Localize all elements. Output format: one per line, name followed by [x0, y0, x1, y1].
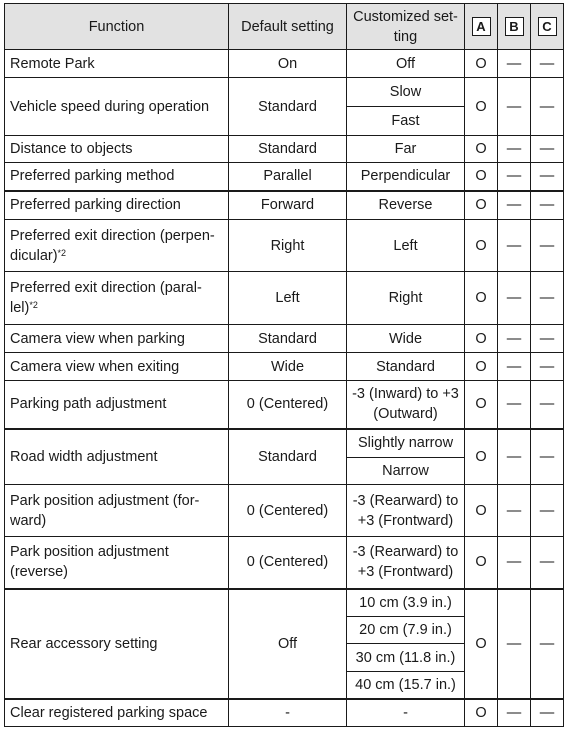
function-cell: Preferred parking direction	[5, 191, 229, 220]
header-custom-line1: Customized set-	[353, 8, 458, 25]
mark-c: —	[531, 429, 564, 485]
default-cell: Off	[229, 589, 347, 699]
col-c-badge: C	[538, 17, 557, 36]
function-line1: Preferred exit direction (paral-	[10, 280, 202, 296]
mark-c: —	[531, 325, 564, 353]
table-row	[5, 589, 564, 617]
function-line1: Preferred exit direction (perpen-	[10, 227, 215, 244]
header-custom-line2: ting	[393, 28, 418, 45]
mark-a: O	[465, 485, 498, 537]
custom-cell: Off	[347, 50, 465, 78]
custom-line2: (Outward)	[373, 406, 438, 423]
custom-cell: -	[347, 699, 465, 727]
header-col-b	[498, 4, 531, 50]
default-cell: Forward	[229, 191, 347, 220]
mark-a: O	[465, 589, 498, 699]
header-default-setting: Default setting	[229, 4, 347, 50]
default-cell: -	[229, 699, 347, 727]
header-col-c	[531, 4, 564, 50]
default-cell: Standard	[229, 136, 347, 163]
custom-cell: 20 cm (7.9 in.)	[347, 617, 465, 644]
default-cell: 0 (Centered)	[229, 537, 347, 589]
mark-c: —	[531, 699, 564, 727]
default-cell: Parallel	[229, 163, 347, 191]
function-cell	[5, 537, 229, 589]
table-row	[5, 537, 564, 589]
function-cell: Preferred parking method	[5, 163, 229, 191]
custom-cell	[347, 537, 465, 589]
default-cell: Left	[229, 272, 347, 325]
custom-cell: Wide	[347, 325, 465, 353]
function-cell	[5, 272, 229, 325]
mark-b: —	[498, 381, 531, 429]
custom-line1: -3 (Rearward) to	[352, 492, 459, 509]
function-cell: Camera view when exiting	[5, 353, 229, 381]
mark-c: —	[531, 163, 564, 191]
custom-cell: 30 cm (11.8 in.)	[347, 644, 465, 672]
table-row	[5, 191, 564, 220]
settings-table	[4, 3, 564, 727]
custom-cell: Standard	[347, 353, 465, 381]
custom-cell: Narrow	[347, 458, 465, 485]
default-cell: 0 (Centered)	[229, 485, 347, 537]
custom-cell: Perpendicular	[347, 163, 465, 191]
mark-c: —	[531, 353, 564, 381]
mark-a: O	[465, 699, 498, 727]
table-row	[5, 485, 564, 537]
header-customized-setting	[347, 4, 465, 50]
function-cell: Parking path adjustment	[5, 381, 229, 429]
custom-line2: +3 (Frontward)	[357, 564, 454, 581]
mark-c: —	[531, 537, 564, 589]
custom-cell: Slow	[347, 78, 465, 107]
mark-b: —	[498, 136, 531, 163]
mark-a: O	[465, 381, 498, 429]
mark-c: —	[531, 381, 564, 429]
custom-line2: +3 (Frontward)	[357, 512, 454, 529]
mark-c: —	[531, 191, 564, 220]
mark-b: —	[498, 191, 531, 220]
table-row	[5, 163, 564, 191]
mark-a: O	[465, 429, 498, 485]
mark-c: —	[531, 50, 564, 78]
table-row	[5, 78, 564, 107]
table-row	[5, 381, 564, 429]
mark-c: —	[531, 78, 564, 136]
default-cell: Standard	[229, 325, 347, 353]
mark-a: O	[465, 191, 498, 220]
mark-b: —	[498, 589, 531, 699]
function-cell: Clear registered parking space	[5, 699, 229, 727]
mark-b: —	[498, 325, 531, 353]
function-cell: Distance to objects	[5, 136, 229, 163]
custom-cell: 40 cm (15.7 in.)	[347, 672, 465, 699]
mark-b: —	[498, 537, 531, 589]
default-cell: Right	[229, 220, 347, 272]
table-row	[5, 136, 564, 163]
mark-b: —	[498, 353, 531, 381]
custom-cell: Left	[347, 220, 465, 272]
custom-cell: Slightly narrow	[347, 429, 465, 458]
custom-line1: -3 (Rearward) to	[352, 544, 459, 561]
mark-a: O	[465, 353, 498, 381]
custom-cell: Right	[347, 272, 465, 325]
header-row	[5, 4, 564, 50]
mark-b: —	[498, 699, 531, 727]
function-cell: Road width adjustment	[5, 429, 229, 485]
function-line2: dicular)	[10, 247, 58, 264]
function-line2: ward)	[10, 512, 47, 529]
function-line2: (reverse)	[10, 564, 69, 581]
mark-a: O	[465, 325, 498, 353]
function-cell	[5, 485, 229, 537]
function-cell: Rear accessory setting	[5, 589, 229, 699]
table-row	[5, 429, 564, 458]
default-cell: 0 (Centered)	[229, 381, 347, 429]
mark-a: O	[465, 163, 498, 191]
custom-cell	[347, 381, 465, 429]
default-cell: On	[229, 50, 347, 78]
mark-b: —	[498, 78, 531, 136]
function-cell: Remote Park	[5, 50, 229, 78]
function-cell: Camera view when parking	[5, 325, 229, 353]
custom-cell: Fast	[347, 107, 465, 136]
col-a-badge: A	[472, 17, 491, 36]
mark-b: —	[498, 485, 531, 537]
table-row	[5, 699, 564, 727]
mark-c: —	[531, 589, 564, 699]
header-function: Function	[5, 4, 229, 50]
mark-c: —	[531, 272, 564, 325]
mark-b: —	[498, 50, 531, 78]
mark-c: —	[531, 220, 564, 272]
header-col-a	[465, 4, 498, 50]
mark-a: O	[465, 50, 498, 78]
function-cell: Vehicle speed during operation	[5, 78, 229, 136]
footnote-ref: *2	[29, 300, 38, 310]
mark-b: —	[498, 272, 531, 325]
footnote-ref: *2	[57, 247, 67, 258]
custom-cell: 10 cm (3.9 in.)	[347, 589, 465, 617]
mark-b: —	[498, 163, 531, 191]
table-row	[5, 325, 564, 353]
mark-a: O	[465, 136, 498, 163]
custom-cell: Reverse	[347, 191, 465, 220]
function-line2: lel)	[10, 300, 30, 316]
default-cell: Wide	[229, 353, 347, 381]
function-line1: Park position adjustment	[10, 544, 169, 561]
custom-cell	[347, 485, 465, 537]
table-row	[5, 220, 564, 272]
mark-a: O	[465, 78, 498, 136]
mark-b: —	[498, 220, 531, 272]
table-row	[5, 50, 564, 78]
mark-c: —	[531, 485, 564, 537]
table-row	[5, 353, 564, 381]
mark-a: O	[465, 220, 498, 272]
function-line1: Park position adjustment (for-	[10, 492, 200, 509]
function-cell	[5, 220, 229, 272]
col-b-badge: B	[505, 17, 524, 36]
table-row	[5, 272, 564, 325]
default-cell: Standard	[229, 78, 347, 136]
mark-b: —	[498, 429, 531, 485]
mark-c: —	[531, 136, 564, 163]
default-cell: Standard	[229, 429, 347, 485]
mark-a: O	[465, 537, 498, 589]
custom-cell: Far	[347, 136, 465, 163]
custom-line1: -3 (Inward) to +3	[352, 386, 459, 403]
mark-a: O	[465, 272, 498, 325]
